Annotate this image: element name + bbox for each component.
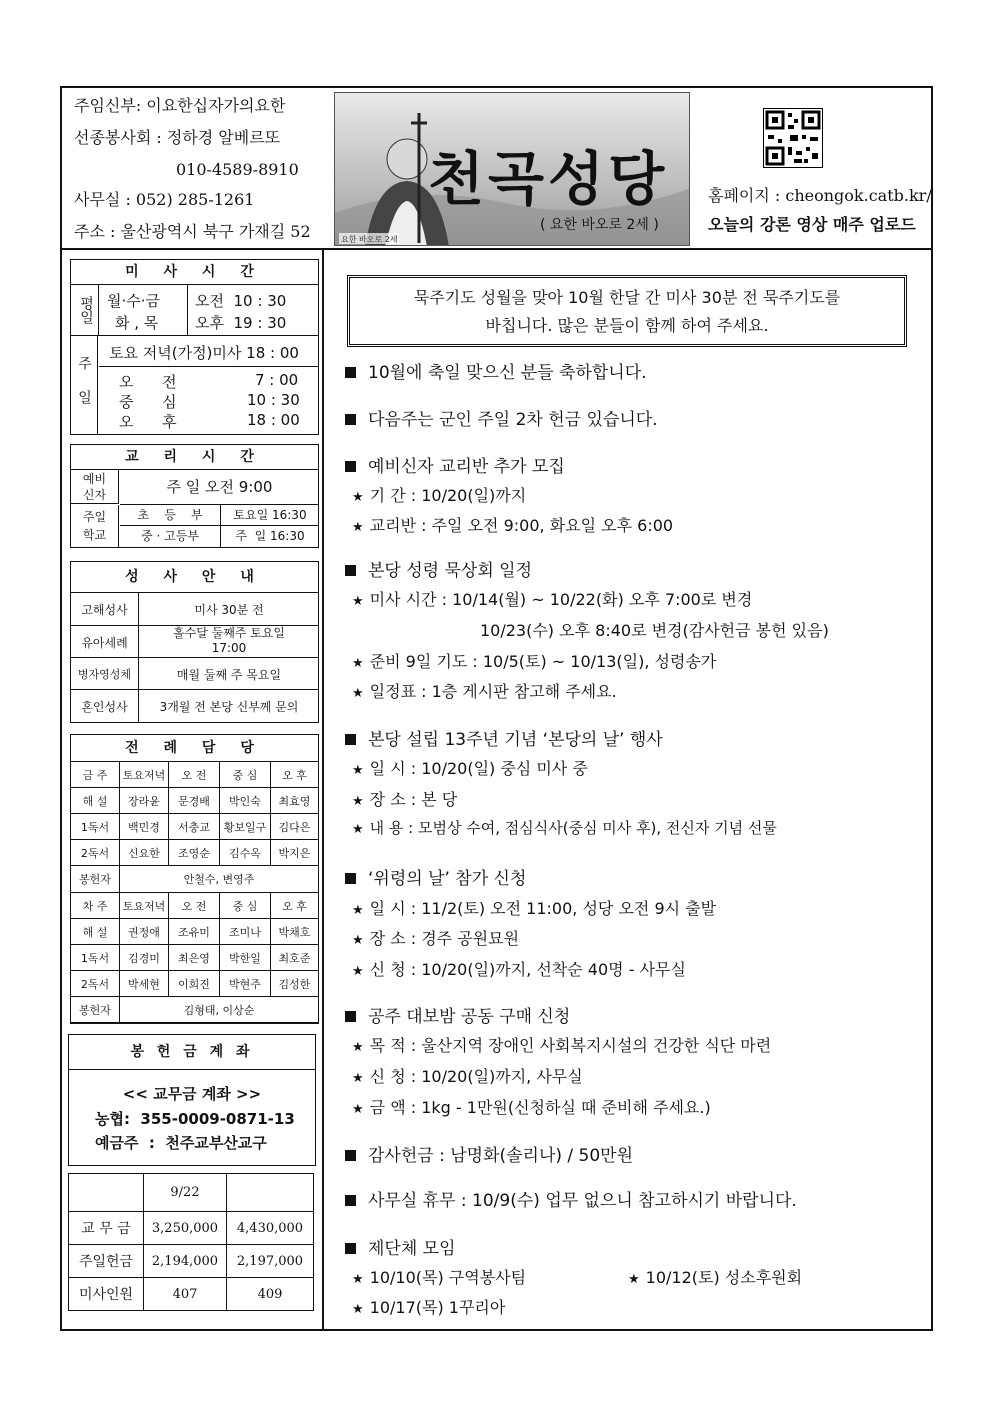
- star-bullet-icon: ★: [352, 794, 364, 809]
- patron-subtitle: ( 요한 바오로 2세 ): [540, 217, 659, 233]
- pastor: 주임신부: 이요한십자가의요한: [74, 96, 286, 115]
- mass-times-title: 미 사 시 간: [71, 260, 318, 285]
- star-bullet-icon: ★: [352, 1071, 364, 1086]
- stats-cell: 409: [227, 1278, 314, 1311]
- stats-header-cell: [69, 1174, 144, 1212]
- liturgy-cell: 최호준: [271, 945, 319, 971]
- sacrament-info-4: 3개월 전 본당 신부께 문의: [159, 700, 299, 714]
- sub-item: ★ 교리반 : 주일 오전 9:00, 화요일 오후 6:00: [352, 516, 674, 535]
- sub-item: ★ 10/12(토) 성소후원회: [628, 1268, 803, 1287]
- star-bullet-icon: ★: [352, 656, 364, 671]
- address: 주소 : 울산광역시 북구 가재길 52: [74, 222, 311, 241]
- sunday-time-3: 18 : 00: [247, 411, 300, 429]
- liturgy-cell: 이희진: [169, 971, 220, 997]
- liturgy-table: [70, 761, 319, 1023]
- liturgy-cell: 박한일: [220, 945, 271, 971]
- sub-item: ★ 일 시 : 11/2(토) 오전 11:00, 성당 오전 9시 출발: [352, 899, 717, 918]
- square-bullet-icon: [345, 461, 356, 472]
- square-bullet-icon: [345, 873, 356, 884]
- notice-line-2: 바칩니다. 많은 분들이 함께 하여 주세요.: [485, 316, 769, 335]
- liturgy-cell: 김수옥: [220, 840, 271, 866]
- square-bullet-icon: [345, 1243, 356, 1254]
- notice-line-1: 묵주기도 성월을 맞아 10월 한달 간 미사 30분 전 묵주기도를: [413, 288, 841, 307]
- rosary-notice: [347, 275, 907, 347]
- sub-item: ★ 준비 9일 기도 : 10/5(토) ~ 10/13(일), 성령송가: [352, 652, 717, 671]
- sacrament-info-3: 매월 둘째 주 목요일: [176, 668, 282, 682]
- announcement: 제단체 모임: [345, 1234, 456, 1259]
- sacrament-name-4: 혼인성사: [81, 700, 128, 714]
- liturgy-cell: 중 심: [220, 762, 271, 788]
- liturgy-cell: 서충교: [169, 814, 220, 840]
- announcement: 본당 성령 묵상회 일정: [345, 556, 532, 581]
- star-bullet-icon: ★: [352, 903, 364, 918]
- star-bullet-icon: ★: [352, 1272, 364, 1287]
- liturgy-cell: 박현주: [220, 971, 271, 997]
- liturgy-cell: 1독서: [71, 945, 120, 971]
- liturgy-cell: 김다은: [271, 814, 319, 840]
- liturgy-cell: 박지은: [271, 840, 319, 866]
- square-bullet-icon: [345, 734, 356, 745]
- liturgy-cell: 2독서: [71, 971, 120, 997]
- liturgy-cell: 최은영: [169, 945, 220, 971]
- header-divider: [60, 248, 933, 250]
- liturgy-cell: 김성한: [271, 971, 319, 997]
- liturgy-cell: 오 전: [169, 762, 220, 788]
- liturgy-title: 전 례 담 당: [71, 735, 318, 762]
- announcement: 공주 대보밤 공동 구매 신청: [345, 1002, 570, 1027]
- sacrament-name-3: 병자영성체: [77, 668, 132, 681]
- sub-item: ★ 기 간 : 10/20(일)까지: [352, 486, 527, 505]
- liturgy-cell: 신요한: [120, 840, 169, 866]
- account-box: [68, 1034, 316, 1166]
- liturgy-cell: 안철수, 변영주: [120, 866, 319, 893]
- sacrament-name-2: 유아세례: [81, 636, 128, 650]
- account-holder: 예금주 : 천주교부산교구: [95, 1134, 267, 1152]
- liturgy-box: [70, 734, 319, 1024]
- sunday-label: 주일: [71, 336, 98, 434]
- weekday-label: 평일: [71, 285, 99, 336]
- square-bullet-icon: [345, 1150, 356, 1161]
- liturgy-cell: 최효영: [271, 788, 319, 814]
- liturgy-cell: 박세현: [120, 971, 169, 997]
- homepage-note: 오늘의 강론 영상 매주 업로드: [708, 215, 916, 234]
- banner-caption: 요한 바오로 2세: [341, 235, 398, 244]
- council: 선종봉사회 : 정하경 알베르또: [74, 128, 281, 147]
- account-heading: << 교무금 계좌 >>: [122, 1085, 262, 1103]
- liturgy-cell: 금 주: [71, 762, 120, 788]
- liturgy-cell: 중 심: [220, 893, 271, 919]
- weekday-time-2: 오후 19 : 30: [195, 314, 287, 332]
- star-bullet-icon: ★: [352, 490, 364, 505]
- weekday-time-1: 오전 10 : 30: [195, 292, 287, 310]
- sub-item: ★ 일정표 : 1층 게시판 참고해 주세요.: [352, 682, 617, 701]
- liturgy-cell: 해 설: [71, 788, 120, 814]
- sacraments-box: [70, 561, 319, 723]
- prep-time: 주 일 오전 9:00: [120, 470, 319, 505]
- stats-header-cell: 9/22: [144, 1174, 227, 1212]
- stats-header-cell: [227, 1174, 314, 1212]
- liturgy-cell: 봉헌자: [71, 866, 120, 893]
- sub-item: ★ 일 시 : 10/20(일) 중심 미사 중: [352, 759, 588, 778]
- announcement: 본당 설립 13주년 기념 ‘본당의 날’ 행사: [345, 725, 663, 750]
- account-number[interactable]: 농협: 355-0009-0871-13: [95, 1110, 295, 1128]
- stats-cell: 4,430,000: [227, 1212, 314, 1245]
- sunday-label-1: 오 전: [119, 373, 177, 391]
- sub-item: ★ 장 소 : 경주 공원묘원: [352, 929, 520, 948]
- liturgy-cell: 1독서: [71, 814, 120, 840]
- stats-cell: 3,250,000: [144, 1212, 227, 1245]
- office-phone: 사무실 : 052) 285-1261: [74, 190, 255, 209]
- liturgy-cell: 박인숙: [220, 788, 271, 814]
- council-phone: 010-4589-8910: [176, 160, 299, 179]
- school-group-1: 초 등 부: [120, 505, 221, 526]
- homepage-link[interactable]: 홈페이지 : cheongok.catb.kr/: [708, 186, 932, 205]
- liturgy-cell: 권정애: [120, 919, 169, 945]
- liturgy-cell: 차 주: [71, 893, 120, 919]
- sub-item: ★ 미사 시간 : 10/14(월) ~ 10/22(화) 오후 7:00로 변경: [352, 590, 753, 609]
- sunday-time-2: 10 : 30: [247, 391, 300, 409]
- sub-item: ★ 장 소 : 본 당: [352, 790, 458, 809]
- column-divider: [322, 248, 324, 1331]
- liturgy-cell: 김형태, 이상순: [120, 997, 319, 1023]
- stats-cell: 미사인원: [69, 1278, 144, 1311]
- school-label: 주일학교: [71, 505, 119, 547]
- stats-cell: 주일헌금: [69, 1245, 144, 1278]
- announcement: 감사헌금 : 남명화(솔리나) / 50만원: [345, 1141, 633, 1166]
- square-bullet-icon: [345, 1195, 356, 1206]
- stats-cell: 407: [144, 1278, 227, 1311]
- star-bullet-icon: ★: [628, 1272, 640, 1287]
- liturgy-cell: 조미나: [220, 919, 271, 945]
- sub-item: ★ 10/10(목) 구역봉사팀: [352, 1268, 527, 1287]
- liturgy-cell: 봉헌자: [71, 997, 120, 1023]
- sacraments-title: 성 사 안 내: [71, 562, 318, 593]
- stats-cell: 2,194,000: [144, 1245, 227, 1278]
- sub-item: ★ 금 액 : 1kg - 1만원(신청하실 때 준비해 주세요.): [352, 1098, 711, 1117]
- stats-cell: 2,197,000: [227, 1245, 314, 1278]
- star-bullet-icon: ★: [352, 520, 364, 535]
- liturgy-cell: 장라윤: [120, 788, 169, 814]
- sacrament-name-1: 고해성사: [81, 603, 128, 617]
- announcement: 다음주는 군인 주일 2차 헌금 있습니다.: [345, 405, 658, 430]
- liturgy-cell: 백민경: [120, 814, 169, 840]
- stats-cell: 교 무 금: [69, 1212, 144, 1245]
- school-time-2: 주 일 16:30: [235, 529, 305, 543]
- liturgy-cell: 조유미: [169, 919, 220, 945]
- sub-item-continued: 10/23(수) 오후 8:40로 변경(감사헌금 봉헌 있음): [480, 621, 829, 640]
- sub-item: ★ 신 청 : 10/20(일)까지, 사무실: [352, 1067, 583, 1086]
- star-bullet-icon: ★: [352, 822, 364, 837]
- school-group-2: 중 · 고등부: [120, 526, 221, 547]
- liturgy-cell: 오 후: [271, 762, 319, 788]
- sunday-label-2: 중 심: [119, 393, 177, 411]
- liturgy-cell: 문경배: [169, 788, 220, 814]
- weekday-days-2: 화 , 목: [115, 314, 159, 332]
- prep-label: 예비신자: [71, 470, 119, 504]
- star-bullet-icon: ★: [352, 933, 364, 948]
- sacrament-info-2: 홀수달 둘째주 토요일 17:00: [173, 626, 285, 655]
- liturgy-cell: 박채호: [271, 919, 319, 945]
- liturgy-cell: 김경미: [120, 945, 169, 971]
- liturgy-cell: 오 전: [169, 893, 220, 919]
- catechism-box: [70, 444, 319, 548]
- sacrament-info-1: 미사 30분 전: [194, 603, 264, 617]
- square-bullet-icon: [345, 414, 356, 425]
- saturday-mass: 토요 저녁(가정)미사 18 : 00: [109, 344, 299, 362]
- liturgy-cell: 황보일구: [220, 814, 271, 840]
- announcement: 사무실 휴무 : 10/9(수) 업무 없으니 참고하시기 바랍니다.: [345, 1186, 797, 1211]
- liturgy-cell: 토요저녁: [120, 893, 169, 919]
- star-bullet-icon: ★: [352, 1302, 364, 1317]
- weekday-days-1: 월·수·금: [107, 292, 161, 310]
- liturgy-cell: 2독서: [71, 840, 120, 866]
- sub-item: ★ 내 용 : 모범상 수여, 점심식사(중심 미사 후), 전신자 기념 선물: [352, 819, 777, 837]
- church-title: 천곡성당: [428, 145, 669, 213]
- offering-stats-table: [68, 1173, 314, 1311]
- star-bullet-icon: ★: [352, 686, 364, 701]
- sunday-label-3: 오 후: [119, 413, 177, 431]
- sub-item: ★ 목 적 : 울산지역 장애인 사회복지시설의 건강한 식단 마련: [352, 1036, 772, 1055]
- sub-item: ★ 신 청 : 10/20(일)까지, 선착순 40명 - 사무실: [352, 960, 686, 979]
- star-bullet-icon: ★: [352, 1040, 364, 1055]
- liturgy-cell: 해 설: [71, 919, 120, 945]
- square-bullet-icon: [345, 367, 356, 378]
- catechism-title: 교 리 시 간: [71, 445, 318, 470]
- sub-item: ★ 10/17(목) 1꾸리아: [352, 1298, 506, 1317]
- account-title: 봉 헌 금 계 좌: [69, 1035, 315, 1070]
- announcement: 10월에 축일 맞으신 분들 축하합니다.: [345, 358, 647, 383]
- star-bullet-icon: ★: [352, 594, 364, 609]
- sunday-time-1: 7 : 00: [255, 371, 299, 389]
- liturgy-cell: 오 후: [271, 893, 319, 919]
- announcement: ‘위령의 날’ 참가 신청: [345, 864, 526, 889]
- square-bullet-icon: [345, 565, 356, 576]
- square-bullet-icon: [345, 1011, 356, 1022]
- liturgy-cell: 조영순: [169, 840, 220, 866]
- school-time-1: 토요일 16:30: [221, 505, 319, 526]
- liturgy-cell: 토요저녁: [120, 762, 169, 788]
- star-bullet-icon: ★: [352, 1102, 364, 1117]
- mass-times-box: [70, 259, 319, 435]
- star-bullet-icon: ★: [352, 763, 364, 778]
- star-bullet-icon: ★: [352, 964, 364, 979]
- announcement: 예비신자 교리반 추가 모집: [345, 452, 565, 477]
- qr-code-icon[interactable]: [763, 108, 823, 168]
